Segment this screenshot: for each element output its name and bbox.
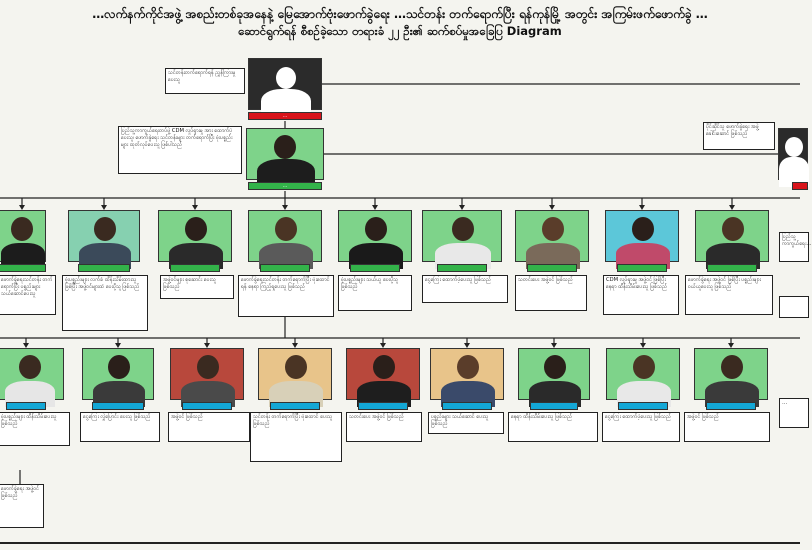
row1-name-bar-4 [260,264,310,272]
bottom-frame-line [0,542,800,544]
row1-photo-1 [0,210,46,262]
row2-photo-9 [694,348,768,400]
leader-node-photo [246,128,324,180]
leader-node-note: ပြည်သူ့ကာကွယ်ရေးတပ်ဖွဲ့ CDM လှုပ်ရှားမှု အား ထောက်ပံ့ ပေးသူ၊ ဖောက်ခွဲရေး သင်တန်းများ တက်ရောက်ပြီး ဗုံးပစ္စည်းများ ထုတ်လုပ်ပေးသူ ဖြစ်ပါသည် [118,126,242,174]
row1-photo-4 [248,210,322,262]
row1-photo-3 [158,210,232,262]
row2-name-bar-9 [706,402,756,410]
row1-note-4: ဖောက်ခွဲရေးသင်တန်း တက်ရောက်ပြီး ဗုံးထောင်ရန် နေရာ ကြည့်ရှုပေးသူ ဖြစ်သည် [238,275,334,317]
row2-photo-2 [82,348,154,400]
row2-name-bar-4 [270,402,320,410]
row1-name-bar-9 [707,264,757,272]
right-node-note: ပိုင်ဆိုင်သူ ဖောက်ခွဲရေး အဖွဲ့ ခေါင်းဆောင် ဖြစ်သည် [703,122,775,150]
row2-photo-3 [170,348,244,400]
top-node-photo [248,58,322,110]
row1-photo-6 [422,210,502,262]
row1-note-9: ဖောက်ခွဲရေး အဖွဲ့ဝင် ဖြစ်ပြီး ပစ္စည်းများ ဝယ်ယူပေးသူ ဖြစ်သည် [685,275,773,315]
row1-name-bar-5 [350,264,400,272]
leader-node-name-bar: … [248,182,322,190]
row2-note-1: ဗုံးပစ္စည်းများ ထိန်းသိမ်းပေးသူ ဖြစ်သည် [0,412,70,446]
row1-photo-2 [68,210,140,262]
row1-name-bar-2 [78,264,130,272]
bottom-left-note: ဖောက်ခွဲရေး အဖွဲ့ဝင် ဖြစ်သည် [0,484,44,528]
row1-note-1: ဖောက်ခွဲရေးသင်တန်း တက်ရောက်ပြီး ပစ္စည်းများ သယ်ဆောင်ပေးသူ [0,275,56,315]
row1-name-bar-6 [437,264,487,272]
row1-photo-7 [515,210,589,262]
row2-name-bar-1 [6,402,46,410]
row2-photo-4 [258,348,332,400]
row1-photo-8 [605,210,679,262]
row2-note-3: အဖွဲ့ဝင် ဖြစ်သည် [168,412,250,442]
row2-name-bar-6 [442,402,492,410]
row1-note-6: ငွေကြေး ထောက်ပံ့ပေးသူ ဖြစ်သည် [422,275,508,303]
row2-note-5: သတင်းပေး အဖွဲ့ဝင် ဖြစ်သည် [346,412,422,442]
diagram-title-line-2: ဆောင်ရွက်ရန် စီစဉ်ခဲ့သော တရားခံ ၂၂ ဦး၏ ဆက်စပ်မှုအခြေပြ Diagram [238,24,562,38]
row1-name-bar-1 [0,264,46,272]
row1-note-3: အဖွဲ့ဝင်များ စုဆောင်း ပေးသူ ဖြစ်သည် [160,275,234,299]
row2-note-9: အဖွဲ့ဝင် ဖြစ်သည် [684,412,770,442]
top-node-name-bar: … [248,112,322,120]
row1-photo-9 [695,210,769,262]
row2-note-4: သင်တန်း တက်ရောက်ပြီး ဗုံးထောင် ပေးသူ ဖြစ်သည် [250,412,342,462]
row2-name-bar-5 [358,402,408,410]
row2-right-partial-note: … [779,398,809,428]
right-node-name-bar [792,182,808,190]
row2-name-bar-7 [530,402,578,410]
row1-right-partial-note-2 [779,296,809,318]
row1-note-5: ဗုံးပစ္စည်းများ သယ်ယူ ပေးပို့သူ ဖြစ်သည် [338,275,412,311]
row2-name-bar-2 [92,402,144,410]
row2-note-6: ပစ္စည်းများ သယ်ဆောင် ပေးသူ ဖြစ်သည် [428,412,504,434]
right-node-photo [778,128,808,180]
row2-note-2: ငွေကြေး လွှဲပြောင်း ပေးသူ ဖြစ်သည် [80,412,160,442]
row2-name-bar-3 [182,402,232,410]
row2-note-8: ငွေကြေး ထောက်ပံ့ပေးသူ ဖြစ်သည် [602,412,680,442]
row2-name-bar-8 [618,402,668,410]
diagram-title-line-1: …လက်နက်ကိုင်အဖွဲ့ အစည်းတစ်ခုအနေနဲ့ မြေအောက်ဗုံးဖောက်ခွဲရေး …သင်တန်း တက်ရောက်ပြီး ရန်ကုန်မြို့ အတွင်း အကြမ်းဖက်ဖောက်ခွဲ … [92,7,708,21]
row2-note-7: နေရာ ထိန်းသိမ်းပေးသူ ဖြစ်သည် [508,412,598,442]
row1-note-8: CDM လှုပ်ရှားမှု အဖွဲ့ဝင် ဖြစ်ပြီး နေရာ ထိန်းသိမ်းပေးသူ ဖြစ်သည် [603,275,679,315]
row1-name-bar-3 [170,264,220,272]
row1-name-bar-7 [527,264,577,272]
row2-photo-7 [518,348,590,400]
row1-name-bar-8 [617,264,667,272]
row2-photo-1 [0,348,64,400]
row2-photo-5 [346,348,420,400]
row1-note-7: သတင်းပေး အဖွဲ့ဝင် ဖြစ်သည် [515,275,587,311]
row1-note-2: ဗုံးပစ္စည်းများ လက်ခံ ထိန်းသိမ်းထားသူ ဖြစ်ပြီး အဖွဲ့ဝင်များထံ ပေးပို့သူ ဖြစ်သည် [62,275,148,331]
row1-photo-5 [338,210,412,262]
top-node-note: သင်တန်းတက်ရောက်ရန် ညွှန်ကြားမှု ပေးသူ [165,68,245,94]
row2-photo-8 [606,348,680,400]
row2-photo-6 [430,348,504,400]
row1-right-partial-note: ပြည်သူ့ကာကွယ်ရေး… [779,232,809,262]
